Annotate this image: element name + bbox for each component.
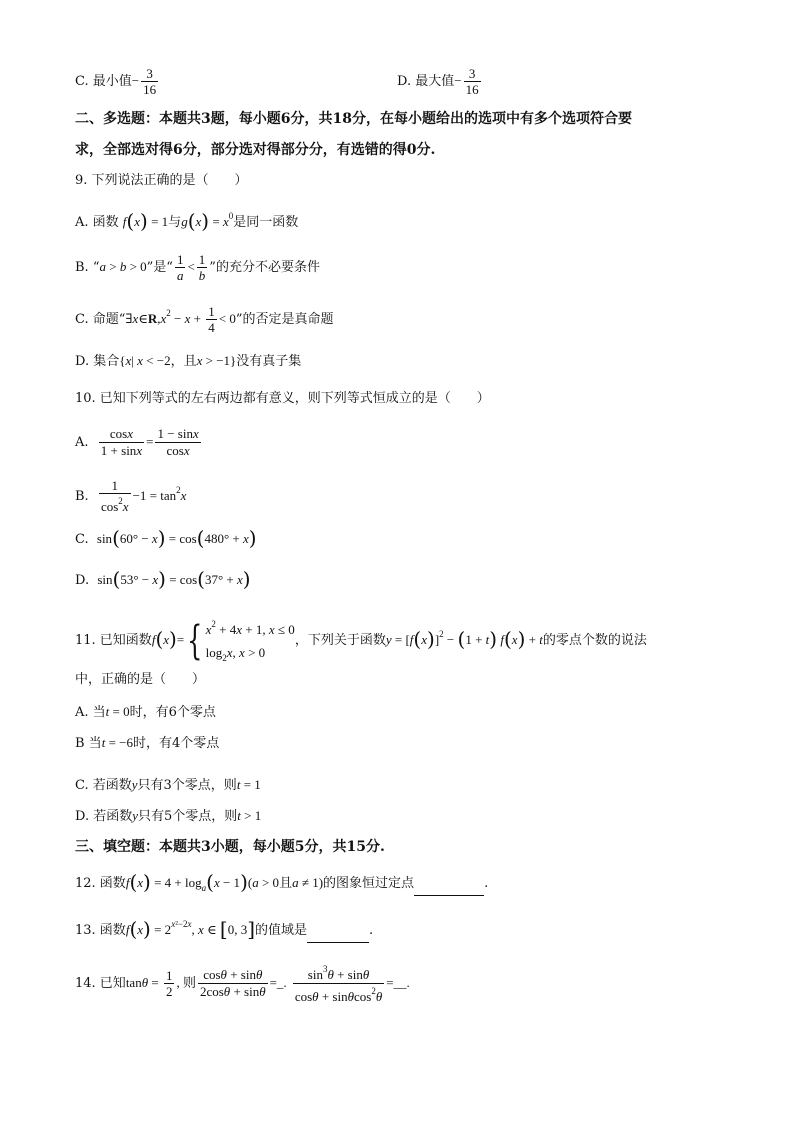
question-11-stem: 11. 已知函数f(x)={ $x^2 + 4x + 1$, x ≤ 0 $\log_2x$, x > 0 ，下列关于函数$y = [f(x)]^2 - (1 + t) f(x) + t$的零点个数的说法 xyxy=(75,617,647,664)
question-10-stem: 10. 已知下列等式的左右两边都有意义，则下列等式恒成立的是（ ） xyxy=(75,391,490,406)
fraction: $\frac{3}{16}$ xyxy=(465,66,479,97)
question-11-stem-cont: 中，正确的是（ ） xyxy=(75,672,206,687)
q9-option-a: A. 函数 f(x) = 1与$g(x) = x^0$是同一函数 xyxy=(75,209,299,233)
fraction: $\frac{3}{16}$ xyxy=(143,66,157,97)
q11-option-c: C. 若函数y只有3个零点，则t = 1 xyxy=(75,777,261,793)
question-9-stem: 9. 下列说法正确的是（ ） xyxy=(75,173,248,188)
q10-option-b: B. $\frac{1}{\cos^2x}$ $-1 = \tan^2x$ xyxy=(75,478,187,514)
answer-blank[interactable] xyxy=(307,924,369,943)
q9-option-d: D. 集合{x| x < −2，且x > −1}没有真子集 xyxy=(75,353,302,369)
q10-option-a: A. $\frac{\cos x}{1 + \sin x}$ = $\frac{1 - \sin x}{\cos x}$ xyxy=(75,426,199,458)
q11-option-a: A. 当t = 0时，有6个零点 xyxy=(75,704,216,720)
section-heading-fill: 三、填空题：本题共3小题，每小题5分，共15分. xyxy=(75,839,385,855)
q9-option-b: B. “a > b > 0”是“ $\frac{1}{a}$ < $\frac{1}{b}$ ”的充分不必要条件 xyxy=(75,252,320,283)
q10-option-d: D. sin(53° − x) = cos(37° + x) xyxy=(75,567,251,591)
question-14: 14. 已知tanθ = $\frac{1}{2}$ , 则 $\frac{\cos\theta + \sin\theta}{2\cos\theta + \sin\theta}$ =_. $\frac{\sin^3\theta + \sin\theta}{\cos\theta + \sin\theta\cos^2\theta}$ =__. xyxy=(75,964,410,1004)
q10-option-c: C. sin(60° − x) = cos(480° + x) xyxy=(75,526,257,550)
section-heading-multi: 二、多选题：本题共3题，每小题6分，共18分，在每小题给出的选项中有多个选项符合要 xyxy=(75,111,632,127)
q11-option-b: B 当t = −6时，有4个零点 xyxy=(75,735,220,751)
q11-option-d: D. 若函数y只有5个零点，则t > 1 xyxy=(75,808,262,824)
q9-option-c: C. 命题“$\exists x\in R,x^2 - x$ + $\frac{1}{4}$ < 0”的否定是真命题 xyxy=(75,304,334,335)
option-c-top: C. 最小值− $\frac{3}{16}$ xyxy=(75,66,157,97)
question-12: 12. 函数$f(x) = 4 + \log_a(x - 1)(a > 0$且a ≠ 1)的图象恒过定点 . xyxy=(75,870,489,894)
option-d-top: D. 最大值− $\frac{3}{16}$ xyxy=(397,66,479,97)
section-heading-multi-cont: 求，全部选对得6分，部分选对得部分分，有选错的得0分. xyxy=(75,142,436,158)
answer-blank[interactable] xyxy=(414,877,484,896)
question-13: 13. 函数$f(x) = 2^{x^2-2x}$, x ∈ [0, 3]的值域是 . xyxy=(75,917,374,941)
